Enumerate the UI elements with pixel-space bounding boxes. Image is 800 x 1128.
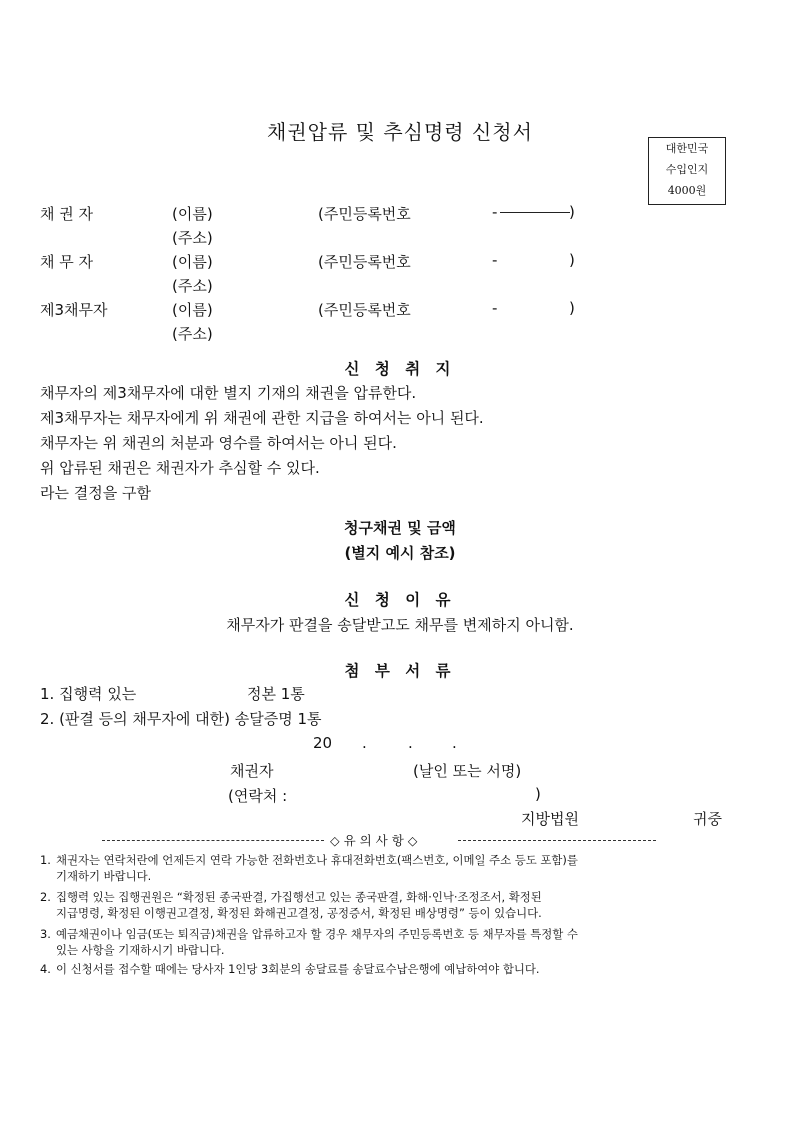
note-line: 있는 사항을 기재하시기 바랍니다. — [56, 943, 225, 957]
note-line: 기재하기 바랍니다. — [56, 869, 152, 883]
attachment-item-1: 1. 집행력 있는 — [40, 685, 137, 703]
note-number: 1. — [40, 853, 51, 867]
section-heading-purpose: 신 청 취 지 — [344, 360, 456, 378]
stamp-line-3: 4000원 — [667, 184, 707, 197]
document-title: 채권압류 및 추심명령 신청서 — [267, 120, 533, 144]
notes-heading: ◇ 유 의 사 항 ◇ — [330, 833, 418, 848]
address-label: (주소) — [172, 229, 213, 247]
id-close: ) — [569, 251, 575, 269]
notes-divider-left — [102, 840, 324, 841]
note-line: 지급명령, 확정된 이행권고결정, 확정된 화해권고결정, 공정증서, 확정된 배상명령” 등이 있습니다. — [56, 906, 542, 920]
date-dot: . — [408, 734, 413, 752]
note-number: 3. — [40, 927, 51, 941]
name-label: (이름) — [172, 253, 213, 271]
court-honorific: 귀중 — [693, 810, 722, 828]
notes-divider-right — [458, 840, 656, 841]
address-label: (주소) — [172, 325, 213, 343]
purpose-line: 라는 결정을 구함 — [40, 484, 151, 502]
purpose-line: 위 압류된 채권은 채권자가 추심할 수 있다. — [40, 459, 320, 477]
section-heading-reason: 신 청 이 유 — [344, 591, 456, 609]
purpose-line: 제3채무자는 채무자에게 위 채권에 관한 지급을 하여서는 아니 된다. — [40, 409, 484, 427]
id-number-label: (주민등록번호 — [318, 205, 411, 223]
party-role: 채 무 자 — [40, 253, 94, 271]
id-dash: - — [492, 299, 498, 317]
note-line: 예금채권이나 임금(또는 퇴직금)채권을 압류하고자 할 경우 채무자의 주민등록번호 등 채무자를 특정할 수 — [56, 927, 578, 941]
claim-reference: (별지 예시 참조) — [344, 544, 456, 562]
reason-text: 채무자가 판결을 송달받고도 채무를 변제하지 아니함. — [226, 616, 574, 634]
name-label: (이름) — [172, 205, 213, 223]
party-role: 제3채무자 — [40, 301, 108, 319]
section-heading-attachments: 첨 부 서 류 — [344, 662, 456, 680]
stamp-line-1: 대한민국 — [665, 142, 709, 155]
date-dot: . — [452, 734, 457, 752]
contact-label: (연락처 : — [228, 787, 288, 805]
attachment-item-2: 2. (판결 등의 채무자에 대한) 송달증명 1통 — [40, 710, 322, 728]
id-close: ) — [569, 203, 575, 221]
revenue-stamp-box — [648, 137, 726, 205]
creditor-label: 채권자 — [230, 762, 274, 780]
stamp-line-2: 수입인지 — [665, 163, 709, 176]
id-number-label: (주민등록번호 — [318, 253, 411, 271]
attachment-item-1-count: 정본 1통 — [247, 685, 305, 703]
id-close: ) — [569, 299, 575, 317]
contact-close: ) — [535, 785, 541, 803]
note-number: 4. — [40, 962, 51, 976]
purpose-line: 채무자의 제3채무자에 대한 별지 기재의 채권을 압류한다. — [40, 384, 417, 402]
name-label: (이름) — [172, 301, 213, 319]
seal-or-signature: (날인 또는 서명) — [413, 762, 522, 780]
date-dot: . — [362, 734, 367, 752]
note-line: 채권자는 연락처란에 언제든지 연락 가능한 전화번호나 휴대전화번호(팩스번호, 이메일 주소 등도 포함)를 — [56, 853, 578, 867]
date-year: 20 — [313, 734, 333, 752]
address-label: (주소) — [172, 277, 213, 295]
note-line: 이 신청서를 접수할 때에는 당사자 1인당 3회분의 송달료를 송달료수납은행에 예납하여야 합니다. — [56, 962, 540, 976]
party-role: 채 권 자 — [40, 205, 94, 223]
id-underline — [500, 212, 570, 213]
purpose-line: 채무자는 위 채권의 처분과 영수를 하여서는 아니 된다. — [40, 434, 397, 452]
note-line: 집행력 있는 집행권원은 “확정된 종국판결, 가집행선고 있는 종국판결, 화해·인낙·조정조서, 확정된 — [56, 890, 542, 904]
section-heading-claim: 청구채권 및 금액 — [344, 519, 456, 537]
court-label: 지방법원 — [521, 810, 579, 828]
note-number: 2. — [40, 890, 51, 904]
id-dash: - — [492, 203, 498, 221]
id-number-label: (주민등록번호 — [318, 301, 411, 319]
id-dash: - — [492, 251, 498, 269]
